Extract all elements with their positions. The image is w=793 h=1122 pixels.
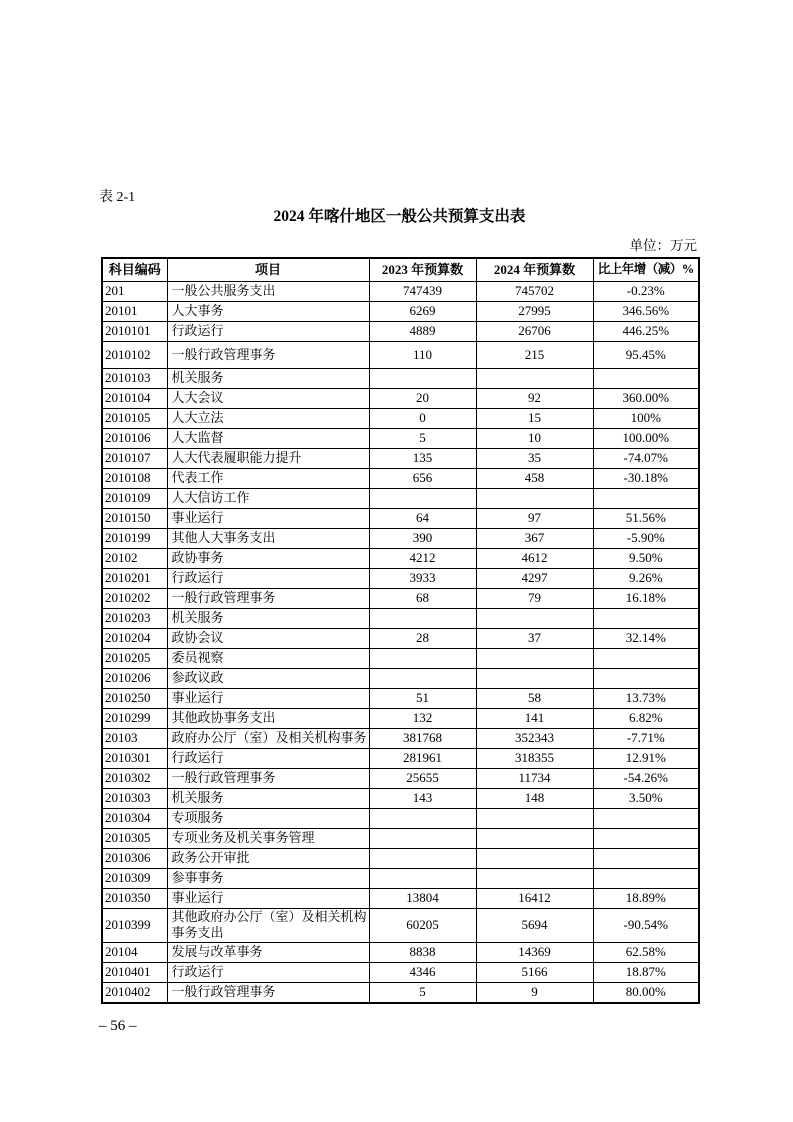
table-row xyxy=(102,889,699,909)
cell-change: 62.58% xyxy=(593,942,699,962)
cell-2024: 4612 xyxy=(476,549,593,569)
cell-2023 xyxy=(369,369,476,389)
table-row xyxy=(102,869,699,889)
cell-change xyxy=(593,669,699,689)
table-row xyxy=(102,369,699,389)
cell-change: 9.50% xyxy=(593,549,699,569)
cell-item: 政府办公厅（室）及相关机构事务 xyxy=(167,729,369,749)
cell-code: 2010205 xyxy=(102,649,167,669)
cell-2024: 745702 xyxy=(476,282,593,302)
cell-code: 20104 xyxy=(102,942,167,962)
col-header-item: 项目 xyxy=(167,258,369,282)
cell-2023: 68 xyxy=(369,589,476,609)
table-row xyxy=(102,829,699,849)
cell-code: 2010103 xyxy=(102,369,167,389)
cell-2024: 4297 xyxy=(476,569,593,589)
cell-code: 2010106 xyxy=(102,429,167,449)
cell-2024 xyxy=(476,869,593,889)
table-row xyxy=(102,302,699,322)
cell-2024 xyxy=(476,489,593,509)
cell-code: 2010203 xyxy=(102,609,167,629)
cell-2023 xyxy=(369,649,476,669)
cell-2023: 60205 xyxy=(369,909,476,943)
col-header-change: 比上年增（减）% xyxy=(593,258,699,282)
cell-2023 xyxy=(369,849,476,869)
cell-item: 其他人大事务支出 xyxy=(167,529,369,549)
cell-change: -90.54% xyxy=(593,909,699,943)
cell-2024: 10 xyxy=(476,429,593,449)
cell-code: 2010202 xyxy=(102,589,167,609)
cell-2024 xyxy=(476,609,593,629)
cell-2024: 58 xyxy=(476,689,593,709)
cell-change: 9.26% xyxy=(593,569,699,589)
cell-2023: 5 xyxy=(369,429,476,449)
cell-2024: 27995 xyxy=(476,302,593,322)
cell-2023 xyxy=(369,869,476,889)
table-row xyxy=(102,409,699,429)
cell-change: 13.73% xyxy=(593,689,699,709)
cell-item: 人大立法 xyxy=(167,409,369,429)
cell-change: 16.18% xyxy=(593,589,699,609)
cell-2024: 318355 xyxy=(476,749,593,769)
cell-2023: 135 xyxy=(369,449,476,469)
cell-item: 专项服务 xyxy=(167,809,369,829)
cell-change: -5.90% xyxy=(593,529,699,549)
cell-2023: 6269 xyxy=(369,302,476,322)
cell-code: 2010109 xyxy=(102,489,167,509)
budget-table xyxy=(101,257,700,1004)
cell-change xyxy=(593,649,699,669)
cell-2024 xyxy=(476,669,593,689)
cell-change: 346.56% xyxy=(593,302,699,322)
cell-change xyxy=(593,849,699,869)
cell-code: 2010299 xyxy=(102,709,167,729)
cell-item: 行政运行 xyxy=(167,569,369,589)
cell-code: 2010305 xyxy=(102,829,167,849)
cell-code: 2010309 xyxy=(102,869,167,889)
cell-2024: 458 xyxy=(476,469,593,489)
cell-2023: 381768 xyxy=(369,729,476,749)
table-row xyxy=(102,809,699,829)
cell-code: 20103 xyxy=(102,729,167,749)
cell-2024: 37 xyxy=(476,629,593,649)
cell-code: 2010250 xyxy=(102,689,167,709)
cell-2023: 132 xyxy=(369,709,476,729)
cell-2024: 11734 xyxy=(476,769,593,789)
cell-item: 政务公开审批 xyxy=(167,849,369,869)
cell-change: 100.00% xyxy=(593,429,699,449)
cell-change: 80.00% xyxy=(593,982,699,1003)
table-row xyxy=(102,322,699,342)
cell-2023: 4212 xyxy=(369,549,476,569)
cell-2023 xyxy=(369,829,476,849)
cell-2024 xyxy=(476,849,593,869)
cell-2023: 143 xyxy=(369,789,476,809)
cell-change: 18.87% xyxy=(593,962,699,982)
cell-2023: 51 xyxy=(369,689,476,709)
cell-change: -74.07% xyxy=(593,449,699,469)
cell-item: 人大信访工作 xyxy=(167,489,369,509)
cell-2023: 281961 xyxy=(369,749,476,769)
cell-item: 行政运行 xyxy=(167,962,369,982)
cell-2024: 35 xyxy=(476,449,593,469)
table-row xyxy=(102,629,699,649)
cell-item: 一般行政管理事务 xyxy=(167,769,369,789)
cell-code: 2010105 xyxy=(102,409,167,429)
cell-code: 20101 xyxy=(102,302,167,322)
cell-change xyxy=(593,809,699,829)
cell-code: 2010302 xyxy=(102,769,167,789)
unit-label: 单位：万元 xyxy=(629,238,697,253)
table-row xyxy=(102,489,699,509)
cell-change xyxy=(593,869,699,889)
cell-item: 其他政协事务支出 xyxy=(167,709,369,729)
cell-2023: 4889 xyxy=(369,322,476,342)
table-row xyxy=(102,769,699,789)
cell-2023: 20 xyxy=(369,389,476,409)
table-row xyxy=(102,789,699,809)
cell-change: -0.23% xyxy=(593,282,699,302)
cell-item: 委员视察 xyxy=(167,649,369,669)
cell-2023: 5 xyxy=(369,982,476,1003)
cell-item: 参事事务 xyxy=(167,869,369,889)
cell-change: 3.50% xyxy=(593,789,699,809)
cell-2023: 28 xyxy=(369,629,476,649)
cell-2023 xyxy=(369,489,476,509)
cell-2024 xyxy=(476,809,593,829)
cell-2024: 79 xyxy=(476,589,593,609)
col-header-2024: 2024 年预算数 xyxy=(476,258,593,282)
table-row xyxy=(102,549,699,569)
cell-code: 2010401 xyxy=(102,962,167,982)
table-row xyxy=(102,609,699,629)
table-row xyxy=(102,589,699,609)
cell-item: 机关服务 xyxy=(167,789,369,809)
cell-item: 政协会议 xyxy=(167,629,369,649)
cell-change: -7.71% xyxy=(593,729,699,749)
cell-code: 2010107 xyxy=(102,449,167,469)
cell-change: 95.45% xyxy=(593,342,699,369)
cell-2024: 92 xyxy=(476,389,593,409)
cell-item: 代表工作 xyxy=(167,469,369,489)
cell-2024: 16412 xyxy=(476,889,593,909)
cell-2024: 352343 xyxy=(476,729,593,749)
cell-code: 2010199 xyxy=(102,529,167,549)
cell-item: 机关服务 xyxy=(167,369,369,389)
cell-code: 2010304 xyxy=(102,809,167,829)
cell-2023: 747439 xyxy=(369,282,476,302)
header-row xyxy=(102,258,699,282)
cell-2024: 15 xyxy=(476,409,593,429)
cell-item: 机关服务 xyxy=(167,609,369,629)
table-row xyxy=(102,389,699,409)
cell-item: 一般行政管理事务 xyxy=(167,589,369,609)
cell-item: 人大会议 xyxy=(167,389,369,409)
cell-2023 xyxy=(369,609,476,629)
col-header-code: 科目编码 xyxy=(102,258,167,282)
cell-item: 专项业务及机关事务管理 xyxy=(167,829,369,849)
cell-2024: 141 xyxy=(476,709,593,729)
cell-change xyxy=(593,829,699,849)
cell-2024: 26706 xyxy=(476,322,593,342)
table-row xyxy=(102,429,699,449)
cell-2023: 4346 xyxy=(369,962,476,982)
table-row xyxy=(102,342,699,369)
cell-2024: 5694 xyxy=(476,909,593,943)
table-row xyxy=(102,649,699,669)
table-row xyxy=(102,962,699,982)
cell-change: 360.00% xyxy=(593,389,699,409)
cell-change: 6.82% xyxy=(593,709,699,729)
cell-change: 32.14% xyxy=(593,629,699,649)
cell-code: 2010301 xyxy=(102,749,167,769)
cell-item: 行政运行 xyxy=(167,749,369,769)
table-row xyxy=(102,282,699,302)
cell-change: 100% xyxy=(593,409,699,429)
cell-item: 人大事务 xyxy=(167,302,369,322)
table-row xyxy=(102,942,699,962)
table-body xyxy=(102,282,699,1003)
cell-change: 12.91% xyxy=(593,749,699,769)
cell-change xyxy=(593,609,699,629)
cell-code: 2010402 xyxy=(102,982,167,1003)
cell-2023 xyxy=(369,669,476,689)
cell-change: 18.89% xyxy=(593,889,699,909)
cell-code: 2010399 xyxy=(102,909,167,943)
table-row xyxy=(102,449,699,469)
cell-change: 51.56% xyxy=(593,509,699,529)
cell-code: 2010104 xyxy=(102,389,167,409)
cell-2023 xyxy=(369,809,476,829)
cell-2024: 5166 xyxy=(476,962,593,982)
page-title: 2024 年喀什地区一般公共预算支出表 xyxy=(273,208,526,225)
cell-2024: 9 xyxy=(476,982,593,1003)
cell-code: 2010201 xyxy=(102,569,167,589)
table-number-label: 表 2-1 xyxy=(99,190,136,205)
cell-code: 2010350 xyxy=(102,889,167,909)
cell-item: 事业运行 xyxy=(167,689,369,709)
cell-change: -54.26% xyxy=(593,769,699,789)
table-row xyxy=(102,909,699,943)
cell-2023: 390 xyxy=(369,529,476,549)
cell-item: 一般行政管理事务 xyxy=(167,982,369,1003)
cell-code: 2010102 xyxy=(102,342,167,369)
table-row xyxy=(102,849,699,869)
cell-2023: 3933 xyxy=(369,569,476,589)
cell-2024: 215 xyxy=(476,342,593,369)
table-row xyxy=(102,509,699,529)
cell-item: 人大监督 xyxy=(167,429,369,449)
table-row xyxy=(102,729,699,749)
cell-item: 一般公共服务支出 xyxy=(167,282,369,302)
cell-change xyxy=(593,489,699,509)
cell-2024: 148 xyxy=(476,789,593,809)
cell-item: 人大代表履职能力提升 xyxy=(167,449,369,469)
cell-item: 发展与改革事务 xyxy=(167,942,369,962)
cell-item: 政协事务 xyxy=(167,549,369,569)
table-row xyxy=(102,569,699,589)
table-row xyxy=(102,689,699,709)
cell-2023: 8838 xyxy=(369,942,476,962)
cell-code: 2010204 xyxy=(102,629,167,649)
cell-change: 446.25% xyxy=(593,322,699,342)
cell-code: 2010206 xyxy=(102,669,167,689)
cell-code: 2010150 xyxy=(102,509,167,529)
cell-2023: 13804 xyxy=(369,889,476,909)
table-row xyxy=(102,469,699,489)
cell-2023: 0 xyxy=(369,409,476,429)
cell-2023: 25655 xyxy=(369,769,476,789)
cell-2024: 367 xyxy=(476,529,593,549)
cell-code: 2010306 xyxy=(102,849,167,869)
cell-item: 事业运行 xyxy=(167,509,369,529)
cell-code: 20102 xyxy=(102,549,167,569)
page-number: – 56 – xyxy=(99,1018,137,1034)
table-row xyxy=(102,709,699,729)
cell-code: 2010303 xyxy=(102,789,167,809)
col-header-2023: 2023 年预算数 xyxy=(369,258,476,282)
cell-2024: 14369 xyxy=(476,942,593,962)
table-row xyxy=(102,982,699,1003)
cell-change: -30.18% xyxy=(593,469,699,489)
table-row xyxy=(102,529,699,549)
cell-item: 其他政府办公厅（室）及相关机构事务支出 xyxy=(167,909,369,943)
cell-item: 参政议政 xyxy=(167,669,369,689)
cell-2024 xyxy=(476,369,593,389)
table-row xyxy=(102,669,699,689)
cell-2023: 656 xyxy=(369,469,476,489)
cell-code: 201 xyxy=(102,282,167,302)
table-row xyxy=(102,749,699,769)
cell-item: 行政运行 xyxy=(167,322,369,342)
cell-change xyxy=(593,369,699,389)
cell-code: 2010108 xyxy=(102,469,167,489)
cell-2024 xyxy=(476,829,593,849)
cell-item: 一般行政管理事务 xyxy=(167,342,369,369)
cell-code: 2010101 xyxy=(102,322,167,342)
cell-2023: 110 xyxy=(369,342,476,369)
cell-2024 xyxy=(476,649,593,669)
cell-2023: 64 xyxy=(369,509,476,529)
cell-2024: 97 xyxy=(476,509,593,529)
cell-item: 事业运行 xyxy=(167,889,369,909)
